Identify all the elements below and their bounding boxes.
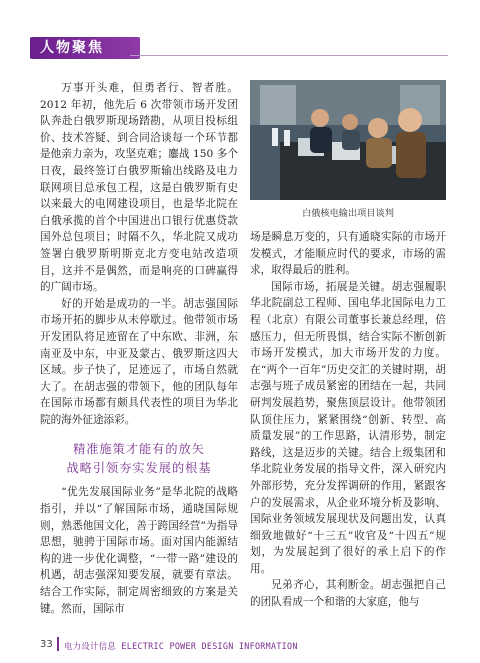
meeting-photo [250,80,446,200]
journal-name: 电力设计信息 ELECTRIC POWER DESIGN INFORMATION [64,641,298,651]
section-subheading [40,440,238,478]
banner-divider [130,55,448,56]
meeting-photo-illustration [250,80,446,200]
right-column [250,229,446,611]
subheading-line-2: 战略引领夯实发展的根基 [66,461,212,476]
footer-divider [57,637,59,651]
paragraph: 万事开头难，但勇者行、智者胜。2012 年初，他先后 6 次带领市场开发团队奔赴白俄罗斯现场踏勘，从项目投标组价、技术答疑、到合同洽谈每一个环节都是他亲力亲为，攻坚克难；鏖战 150 多个日夜，最终签订白俄罗斯输出线路及电力联网项目总承包工程，这是白俄罗斯有史以来最大的电网建设项目，也是华北院在白俄承揽的首个中国进出口银行优惠贷款国外总包项目；时隔不久，华北院又成功签署白俄罗斯明斯克北方变电站改造项目，这并不是偶然，而是响亮的口碑赢得的广阔市场。 [40,82,238,294]
section-banner: 人物聚焦 [30,37,140,59]
paragraph: 场是瞬息万变的，只有通晓实际的市场开发模式，才能顺应时代的要求，市场的需求，取得最后的胜利。 [250,231,446,277]
left-column [40,80,238,617]
page-number: 33 [40,639,53,650]
paragraph: 兄弟齐心，其利断金。胡志强把自己的团队看成一个和谐的大家庭，他与 [250,579,446,609]
photo-caption: 白俄核电输出项目谈判 [302,208,394,219]
paragraph: 国际市场，拓展是关键。胡志强履职华北院副总工程师、国电华北国际电力工程（北京）有限公司董事长兼总经理，倍感压力，但无所畏惧，结合实际不断创新市场开发模式，加大市场开发的力度。在“两个一百年”历史交汇的关键时期，胡志强与班子成员紧密的团结在一起，共同研判发展趋势，聚焦顶层设计。他带领团队顶住压力，紧紧围绕“创新、转型、高质量发展”的工作思路，认清形势，制定路线，这是迈步的关键。结合上级集团和华北院业务发展的指导文件，深入研究内外部形势，充分发挥调研的作用，紧跟客户的发展需求，从企业环境分析及影响、国际业务领域发展现状及问题出发，认真细致地做好“十三五”收官及“十四五”规划，为发展起到了很好的承上启下的作用。 [250,280,446,575]
subheading-line-1: 精准施策才能有的放矢 [73,442,205,457]
paragraph: “优先发展国际业务”是华北院的战略指引，并以“了解国际市场，通晓国际规则，熟悉他国文化，善于跨国经营”为指导思想，驰骋于国际市场。面对国内能源结构的进一步优化调整，“一带一路”建设的机遇，胡志强深知要发展，就要有章法。结合工作实际，制定周密细致的方案是关键。然而，国际市 [40,486,238,615]
paragraph: 好的开始是成功的一半。胡志强国际市场开拓的脚步从未停歇过。他带领市场开发团队将足迹留在了中东欧、非洲，东南亚及中东，中亚及蒙古、俄罗斯这四大区域。步子快了，足迹远了，市场自然就大了。在胡志强的带领下，他的团队每年在国际市场都有颇具代表性的项目为华北院的海外征途添彩。 [40,297,238,426]
